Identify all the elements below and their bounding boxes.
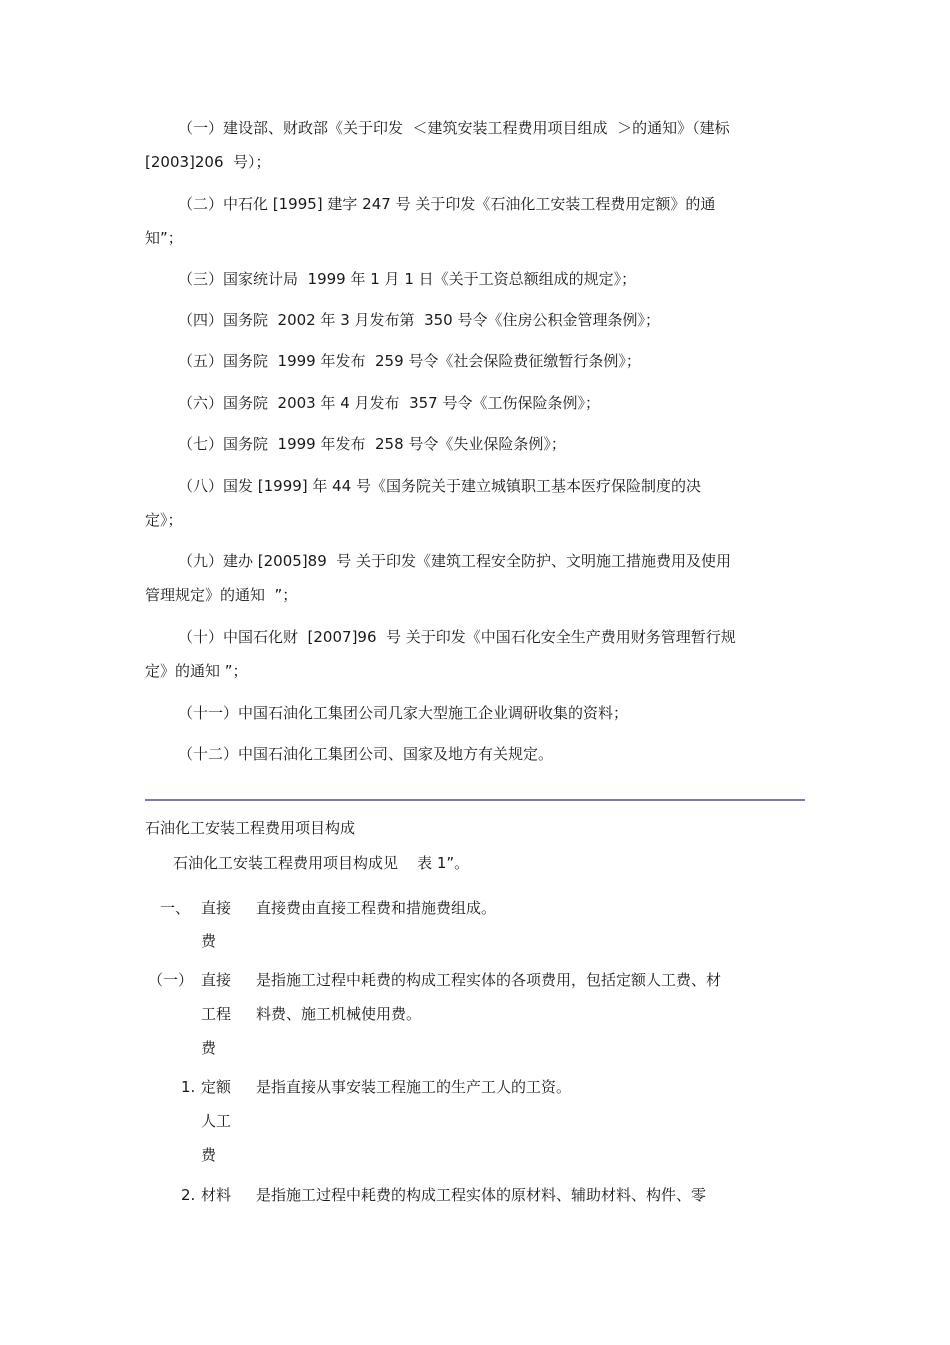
reference-12: （十二）中国石油化工集团公司、国家及地方有关规定。: [178, 745, 554, 763]
item-1-1-2-number: 2.: [181, 1186, 196, 1204]
item-1-1-1-number: 1.: [181, 1078, 196, 1096]
item-1-term-line-2: 费: [201, 932, 217, 950]
reference-3: （三）国家统计局 1999 年 1 月 1 日《关于工资总额组成的规定》；: [178, 270, 637, 288]
item-1-1-description-line-1: 是指施工过程中耗费的构成工程实体的各项费用，包括定额人工费、材: [256, 971, 722, 989]
item-1-1-term-line-1: 直接: [201, 971, 232, 989]
item-1-number: 一、: [160, 899, 191, 917]
reference-9-line-2: 管理规定》的通知 ”；: [145, 586, 298, 604]
item-1-1-description-line-2: 料费、施工机械使用费。: [256, 1005, 422, 1023]
item-1-description: 直接费由直接工程费和措施费组成。: [256, 899, 497, 917]
item-1-1-term-line-2: 工程: [201, 1005, 232, 1023]
reference-1-line-1: （一）建设部、财政部《关于印发 ＜建筑安装工程费用项目组成 ＞的通知》（建标: [178, 119, 730, 137]
reference-1-line-2: [2003]206 号）；: [145, 153, 271, 171]
item-1-1-2-term-line-1: 材料: [201, 1186, 232, 1204]
reference-10-line-1: （十）中国石化财 [2007]96 号 关于印发《中国石化安全生产费用财务管理暂行规: [178, 628, 736, 646]
section-divider: [145, 799, 805, 801]
reference-9-line-1: （九）建办 [2005]89 号 关于印发《建筑工程安全防护、文明施工措施费用及使用: [178, 552, 732, 570]
reference-8-line-1: （八）国发 [1999] 年 44 号《国务院关于建立城镇职工基本医疗保险制度的决: [178, 477, 702, 495]
item-1-1-term-line-3: 费: [201, 1039, 217, 1057]
reference-5: （五）国务院 1999 年发布 259 号令《社会保险费征缴暂行条例》；: [178, 352, 641, 370]
item-1-1-1-term-line-3: 费: [201, 1146, 217, 1164]
reference-2-line-1: （二）中石化 [1995] 建字 247 号 关于印发《石油化工安装工程费用定额》的通: [178, 195, 716, 213]
reference-11: （十一）中国石油化工集团公司几家大型施工企业调研收集的资料；: [178, 704, 629, 722]
item-1-1-1-term-line-1: 定额: [201, 1078, 232, 1096]
reference-8-line-2: 定》；: [145, 511, 183, 529]
reference-6: （六）国务院 2003 年 4 月发布 357 号令《工伤保险条例》；: [178, 394, 600, 412]
item-1-1-2-description: 是指施工过程中耗费的构成工程实体的原材料、辅助材料、构件、零: [256, 1186, 707, 1204]
item-1-1-number: （一）: [148, 971, 194, 989]
section-title: 石油化工安装工程费用项目构成: [145, 819, 356, 837]
reference-4: （四）国务院 2002 年 3 月发布第 350 号令《住房公积金管理条例》；: [178, 311, 660, 329]
item-1-1-1-term-line-2: 人工: [201, 1112, 232, 1130]
reference-7: （七）国务院 1999 年发布 258 号令《失业保险条例》；: [178, 435, 566, 453]
reference-10-line-2: 定》的通知 ”；: [145, 662, 248, 680]
section-intro: 石油化工安装工程费用项目构成见 表 1”。: [173, 854, 470, 872]
item-1-1-1-description: 是指直接从事安装工程施工的生产工人的工资。: [256, 1078, 572, 1096]
item-1-term-line-1: 直接: [201, 899, 232, 917]
reference-2-line-2: 知”；: [145, 229, 183, 247]
